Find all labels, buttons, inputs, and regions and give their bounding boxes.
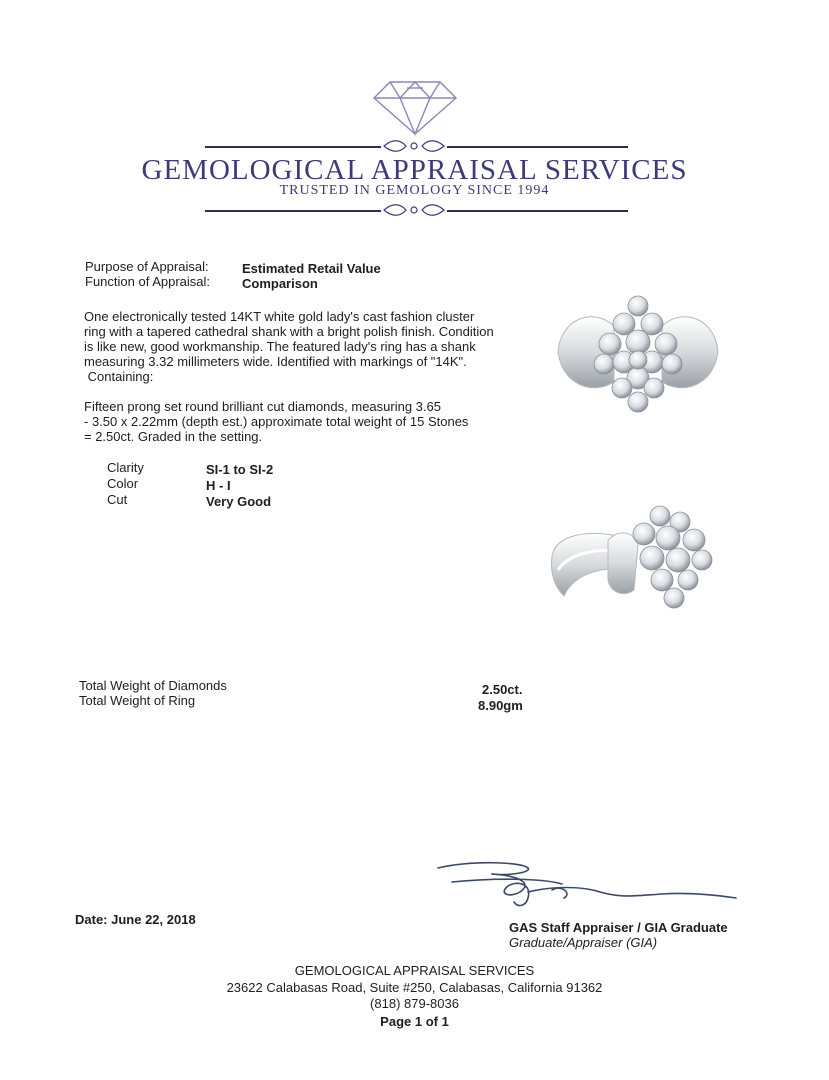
- color-value: H - I: [206, 478, 231, 493]
- color-label: Color: [107, 476, 139, 491]
- footer-company: GEMOLOGICAL APPRAISAL SERVICES: [294, 963, 535, 978]
- diamond-line: - 3.50 x 2.22mm (depth est.) approximate total weight of 15 Stones: [84, 414, 469, 429]
- header-rule-bottom: [205, 210, 381, 212]
- diamond-line: = 2.50ct. Graded in the setting.: [84, 429, 263, 444]
- clarity-value: SI-1 to SI-2: [206, 462, 274, 477]
- function-value: Comparison: [242, 276, 318, 291]
- purpose-value: Estimated Retail Value: [242, 261, 381, 276]
- cut-label: Cut: [107, 492, 128, 507]
- flourish-bottom-icon: [382, 201, 446, 219]
- total-ring-label: Total Weight of Ring: [79, 693, 196, 708]
- ring-front-photo: [552, 292, 724, 420]
- header-rule-top-right: [447, 146, 628, 148]
- signature-mark: [432, 856, 740, 912]
- footer-address: 23622 Calabasas Road, Suite #250, Calabasas, California 91362: [226, 980, 603, 995]
- ring-side-photo: [548, 500, 724, 616]
- clarity-label: Clarity: [107, 460, 144, 475]
- appraiser-title: GAS Staff Appraiser / GIA Graduate: [509, 920, 728, 935]
- description-line: One electronically tested 14KT white gold lady's cast fashion cluster: [84, 309, 475, 324]
- footer-phone: (818) 879-8036: [370, 996, 459, 1011]
- total-diamonds-label: Total Weight of Diamonds: [79, 678, 227, 693]
- diamond-line: Fifteen prong set round brilliant cut diamonds, measuring 3.65: [84, 399, 441, 414]
- diamond-icon: [372, 80, 458, 136]
- appraisal-date: Date: June 22, 2018: [75, 912, 196, 927]
- total-ring-value: 8.90gm: [478, 698, 523, 713]
- flourish-top-icon: [382, 137, 446, 155]
- purpose-label: Purpose of Appraisal:: [85, 259, 209, 274]
- description-line: ring with a tapered cathedral shank with a bright polish finish. Condition: [84, 324, 494, 339]
- description-line: Containing:: [84, 369, 154, 384]
- cut-value: Very Good: [206, 494, 272, 509]
- header-rule-top: [205, 146, 381, 148]
- description-line: measuring 3.32 millimeters wide. Identified with markings of "14K".: [84, 354, 467, 369]
- function-label: Function of Appraisal:: [85, 274, 211, 289]
- page-number: Page 1 of 1: [380, 1014, 449, 1029]
- appraiser-subtitle: Graduate/Appraiser (GIA): [509, 935, 658, 950]
- company-tagline: TRUSTED IN GEMOLOGY SINCE 1994: [279, 183, 550, 198]
- header-rule-bottom-right: [447, 210, 628, 212]
- diamond-paragraph: [84, 399, 534, 444]
- company-name: GEMOLOGICAL APPRAISAL SERVICES: [141, 154, 688, 186]
- description-paragraph: [84, 309, 534, 384]
- total-diamonds-value: 2.50ct.: [482, 682, 523, 697]
- description-line: is like new, good workmanship. The featured lady's ring has a shank: [84, 339, 476, 354]
